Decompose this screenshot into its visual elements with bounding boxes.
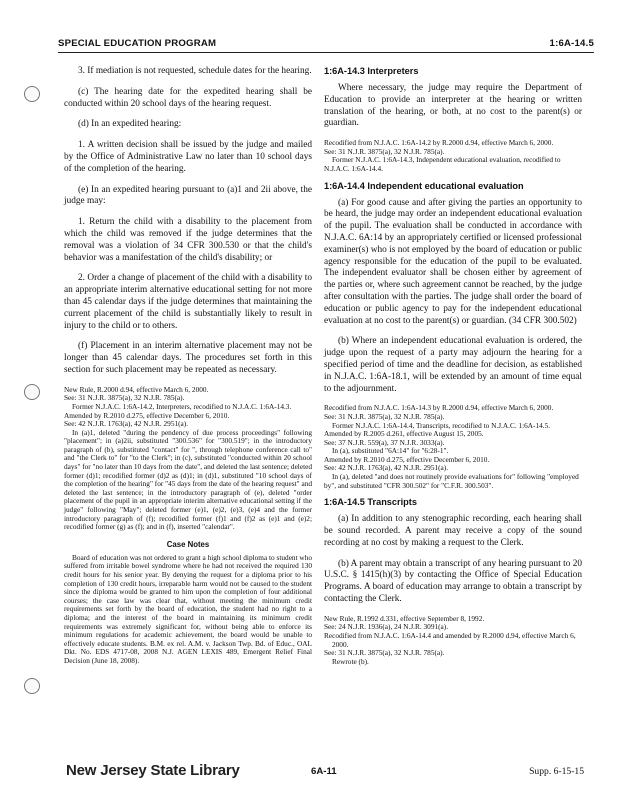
section-heading-evaluation: 1:6A-14.4 Independent educational evaluation bbox=[324, 180, 524, 191]
history-line: In (a)1, deleted "during the pendency of due process proceedings" following "placement"; in (a)2ii, substituted "300.536" for "300.519"; in the introductory paragraph of (b), substituted "contact" for ", through telephone conference call to" and "the Clerk to" for "to the Clerk"; in (c), substituted "conducted within 20 school days" for "no later than 10 days from the date", and deleted the last sentence; deleted former (d)1; recodified former (d)2 as (d)1; in (d)1, substituted "10 school days of the completion of the hearing" for "45 days from the date of the hearing request" and deleted the last sentence; in the introductory paragraph of (e), deleted "order placement of the pupil in an appropriate interim alternative educational setting if the judge" following "May"; deleted former (e)1, (e)2, (e)3, (e)4 and the former introductory paragraph of (f); recodified former (f)1 and (f)2 as (e)1 and (e)2; recodified former (g) as (f); and in (f), inserted "calendar". bbox=[64, 427, 312, 532]
history-line: See: 42 N.J.R. 1763(a), 42 N.J.R. 2951(a). bbox=[324, 463, 449, 473]
history-note bbox=[324, 615, 582, 667]
right-column bbox=[324, 66, 582, 666]
history-line: Recodified from N.J.A.C. 1:6A-14.3 by R.2000 d.94, effective March 6, 2000. bbox=[324, 403, 554, 413]
history-line: New Rule, R.1992 d.331, effective September 8, 1992. bbox=[324, 613, 485, 623]
history-note bbox=[324, 139, 582, 173]
history-line: Recodified from N.J.A.C. 1:6A-14.4 and amended by R.2000 d.94, effective March 6, 2000. bbox=[324, 631, 576, 649]
page-number: 6A-11 bbox=[311, 766, 337, 777]
history-line: See: 37 N.J.R. 559(a), 37 N.J.R. 3033(a). bbox=[324, 437, 445, 447]
paragraph: 2. Order a change of placement of the child with a disability to an appropriate interim alternative educational setting for not more than 45 calendar days if the judge determines that maintaining the current placement of the child is substantially likely to result in injury to the child or to others. bbox=[64, 273, 312, 331]
paragraph: (c) The hearing date for the expedited hearing shall be conducted within 20 school days of the hearing request. bbox=[64, 86, 312, 109]
library-stamp: New Jersey State Library bbox=[66, 762, 240, 779]
history-line: See: 31 N.J.R. 3875(a), 32 N.J.R. 785(a). bbox=[324, 411, 445, 421]
section-heading-transcripts: 1:6A-14.5 Transcripts bbox=[324, 497, 417, 508]
history-line: See: 31 N.J.R. 3875(a), 32 N.J.R. 785(a). bbox=[324, 648, 445, 658]
history-line: Former N.J.A.C. 1:6A-14.3, Independent educational evaluation, recodified to N.J.A.C. 1:6A-14.4. bbox=[324, 155, 561, 173]
paragraph: (b) A parent may obtain a transcript of any hearing pursuant to 20 U.S.C. § 1415(h)(3) by contacting the Office of Special Education Programs. A board of education may arrange to obtain a transcript by contacting the Clerk. bbox=[324, 558, 582, 605]
supplement-date: Supp. 6-15-15 bbox=[529, 766, 584, 777]
history-line: Amended by R.2010 d.275, effective December 6, 2010. bbox=[324, 454, 490, 464]
case-notes-heading: Case Notes bbox=[166, 539, 210, 549]
history-line: See: 31 N.J.R. 3875(a), 32 N.J.R. 785(a). bbox=[64, 393, 185, 403]
paragraph: (b) Where an independent educational evaluation is ordered, the judge upon the request of a party may adjourn the hearing for a specified period of time and the deadline for decision, as established in N.J.A.C. 1:6A-18.1, will be extended by an amount of time equal to the adjournment. bbox=[324, 336, 582, 394]
paragraph: 1. A written decision shall be issued by the judge and mailed by the Office of Administrative Law no later than 10 school days of the completion of the hearing. bbox=[64, 140, 312, 174]
page-header bbox=[58, 38, 594, 53]
history-line: In (a), deleted "and does not routinely provide evaluations for" following "employed by", and substituted "CFR 300.502" for "C.F.R. 300.503". bbox=[324, 472, 579, 490]
history-line: Rewrote (b). bbox=[332, 656, 369, 666]
paragraph: (e) In an expedited hearing pursuant to (a)1 and 2ii above, the judge may: bbox=[64, 184, 312, 207]
history-line: Amended by R.2010 d.275, effective December 6, 2010. bbox=[64, 410, 230, 420]
punch-hole-bottom bbox=[24, 678, 40, 694]
running-title: SPECIAL EDUCATION PROGRAM bbox=[58, 38, 217, 49]
history-line: Amended by R.2005 d.261, effective August 15, 2005. bbox=[324, 429, 484, 439]
history-note bbox=[64, 386, 312, 532]
case-note: Board of education was not ordered to grant a high school diploma to student who suffered from irritable bowel syndrome where he had not received the required 130 credit hours for his senior year. By denying the request for a diploma prior to his completion of 130 credit hours, irreparable harm would not be caused to the student since the diploma would be granted to him upon the completion of four additional courses; the case law was clear that, without meeting the minimum credit requirements set forth by the board of education, the student had no right to a diploma; and the interest of the board in maintaining its minimum credit requirements was extremely significant for, without being able to enforce its minimum regulations for academic achievement, the board would be unable to effectively educate students. B.M. ex rel. A.M. v. Jackson Twp. Bd. of Educ., OAL Dkt. No. EDS 4717-08, 2008 N.J. AGEN LEXIS 489, Emergent Relief Final Decision (June 18, 2008). bbox=[64, 552, 312, 665]
history-line: See: 31 N.J.R. 3875(a), 32 N.J.R. 785(a). bbox=[324, 146, 445, 156]
left-column bbox=[64, 66, 312, 666]
paragraph: 3. If mediation is not requested, schedule dates for the hearing. bbox=[78, 66, 312, 76]
punch-hole-top bbox=[24, 86, 40, 102]
paragraph: (a) In addition to any stenographic recording, each hearing shall be sound recorded. A parent may receive a copy of the sound recording at no cost by making a request to the Clerk. bbox=[324, 514, 582, 548]
history-line: New Rule, R.2000 d.94, effective March 6, 2000. bbox=[64, 384, 209, 394]
paragraph: (f) Placement in an interim alternative placement may not be longer than 45 calendar days. The procedures set forth in this section for such placement may be repeated as necessary. bbox=[64, 341, 312, 375]
history-line: Former N.J.A.C. 1:6A-14.4, Transcripts, recodified to N.J.A.C. 1:6A-14.5. bbox=[332, 420, 551, 430]
history-note bbox=[324, 404, 582, 490]
paragraph: Where necessary, the judge may require the Department of Education to provide an interpreter at the hearing or written translation of the hearing, or both, at no cost to the parent(s) or guardian. bbox=[324, 83, 582, 129]
punch-hole-middle bbox=[24, 384, 40, 400]
paragraph: 1. Return the child with a disability to the placement from which the child was removed if the judge determines that the removal was a violation of 34 CFR 300.530 or that the child's behavior was a manifestation of the child's disability; or bbox=[64, 217, 312, 263]
section-heading-interpreters: 1:6A-14.3 Interpreters bbox=[324, 66, 419, 76]
paragraph: (d) In an expedited hearing: bbox=[78, 119, 182, 130]
history-line: Recodified from N.J.A.C. 1:6A-14.2 by R.2000 d.94, effective March 6, 2000. bbox=[324, 138, 554, 148]
section-code: 1:6A-14.5 bbox=[549, 38, 594, 49]
history-line: In (a), substituted "6A:14" for "6:28-1". bbox=[332, 446, 449, 456]
history-line: Former N.J.A.C. 1:6A-14.2, Interpreters, recodified to N.J.A.C. 1:6A-14.3. bbox=[72, 401, 292, 411]
history-line: See: 24 N.J.R. 1936(a), 24 N.J.R. 3091(a). bbox=[324, 622, 449, 632]
history-line: See: 42 N.J.R. 1763(a), 42 N.J.R. 2951(a). bbox=[64, 419, 189, 429]
paragraph: (a) For good cause and after giving the parties an opportunity to be heard, the judge may order an independent educational evaluation of the pupil. The evaluation shall be conducted in accordance with N.J.A.C. 6A:14 by an appropriately certified or licensed professional examiner(s) who is not employed by the board of education or public agency responsible for the education of the pupil to be evaluated. The independent evaluator shall be chosen either by agreement of the parties or, where such agreement cannot be reached, by the judge after consultation with the parties. The judge shall order the board of education or public agency to pay for the independent educational evaluation at no cost to the parent(s) or guardian. (34 CFR 300.502) bbox=[324, 197, 582, 326]
